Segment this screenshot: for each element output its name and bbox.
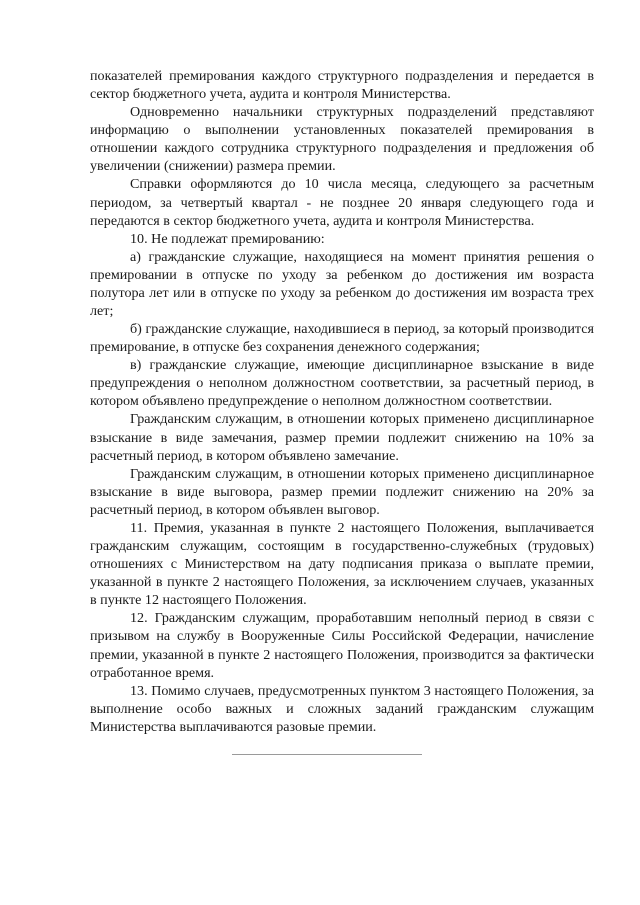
paragraph-item-10a: а) гражданские служащие, находящиеся на момент принятия решения о премировании в отпуске по уходу за ребенком до достижения им возраста полутора лет или в отпуске по уходу за ребенком до достижения им возраста трех лет; bbox=[90, 248, 594, 320]
paragraph-reprimand-warning: Гражданским служащим, в отношении которых применено дисциплинарное взыскание в виде выговора, размер премии подлежит снижению на 20% за расчетный период, в котором объявлен выговор. bbox=[90, 465, 594, 518]
paragraph-reports-deadline: Справки оформляются до 10 числа месяца, следующего за расчетным периодом, за четвертый квартал - не позднее 20 января следующего года и передаются в сектор бюджетного учета, аудита и контроля Министерства. bbox=[90, 176, 594, 229]
paragraph-unit-heads-report: Одновременно начальники структурных подразделений представляют информацию о выполнении установленных показателей премирования в отношении каждого сотрудника структурного подразделения и предложения об увеличении (снижении) размера премии. bbox=[90, 104, 594, 175]
paragraph-item-10-heading: 10. Не подлежат премированию: bbox=[130, 230, 325, 247]
paragraph-item-10c: в) гражданские служащие, имеющие дисциплинарное взыскание в виде предупреждения о неполном должностном соответствии, за расчетный период, в котором объявлено предупреждение о неполном должностном соответствии. bbox=[90, 357, 594, 410]
paragraph-item-10b: б) гражданские служащие, находившиеся в период, за который производится премирование, в отпуске без сохранения денежного содержания; bbox=[90, 321, 594, 356]
paragraph-premium-indicators-continuation: показателей премирования каждого структурного подразделения и передается в сектор бюджетного учета, аудита и контроля Министерства. bbox=[90, 68, 594, 103]
end-of-text-rule bbox=[232, 754, 422, 755]
paragraph-item-13: 13. Помимо случаев, предусмотренных пунктом 3 настоящего Положения, за выполнение особо важных и сложных заданий гражданским служащим Министерства выплачиваются разовые премии. bbox=[90, 682, 594, 735]
paragraph-reprimand-remark: Гражданским служащим, в отношении которых применено дисциплинарное взыскание в виде замечания, размер премии подлежит снижению на 10% за расчетный период, в котором объявлено замечание. bbox=[90, 411, 594, 464]
document-body bbox=[90, 67, 594, 736]
paragraph-item-12: 12. Гражданским служащим, проработавшим неполный период в связи с призывом на службу в Вооруженные Силы Российской Федерации, начисление премии, указанной в пункте 2 настоящего Положения, производится за фактически отработанное время. bbox=[90, 610, 594, 681]
paragraph-item-11: 11. Премия, указанная в пункте 2 настоящего Положения, выплачивается гражданским служащим, состоящим в государственно-служебных (трудовых) отношениях с Министерством на дату подписания приказа о выплате премии, указанной в пункте 2 настоящего Положения, за исключением случаев, указанных в пункте 12 настоящего Положения. bbox=[90, 519, 594, 609]
